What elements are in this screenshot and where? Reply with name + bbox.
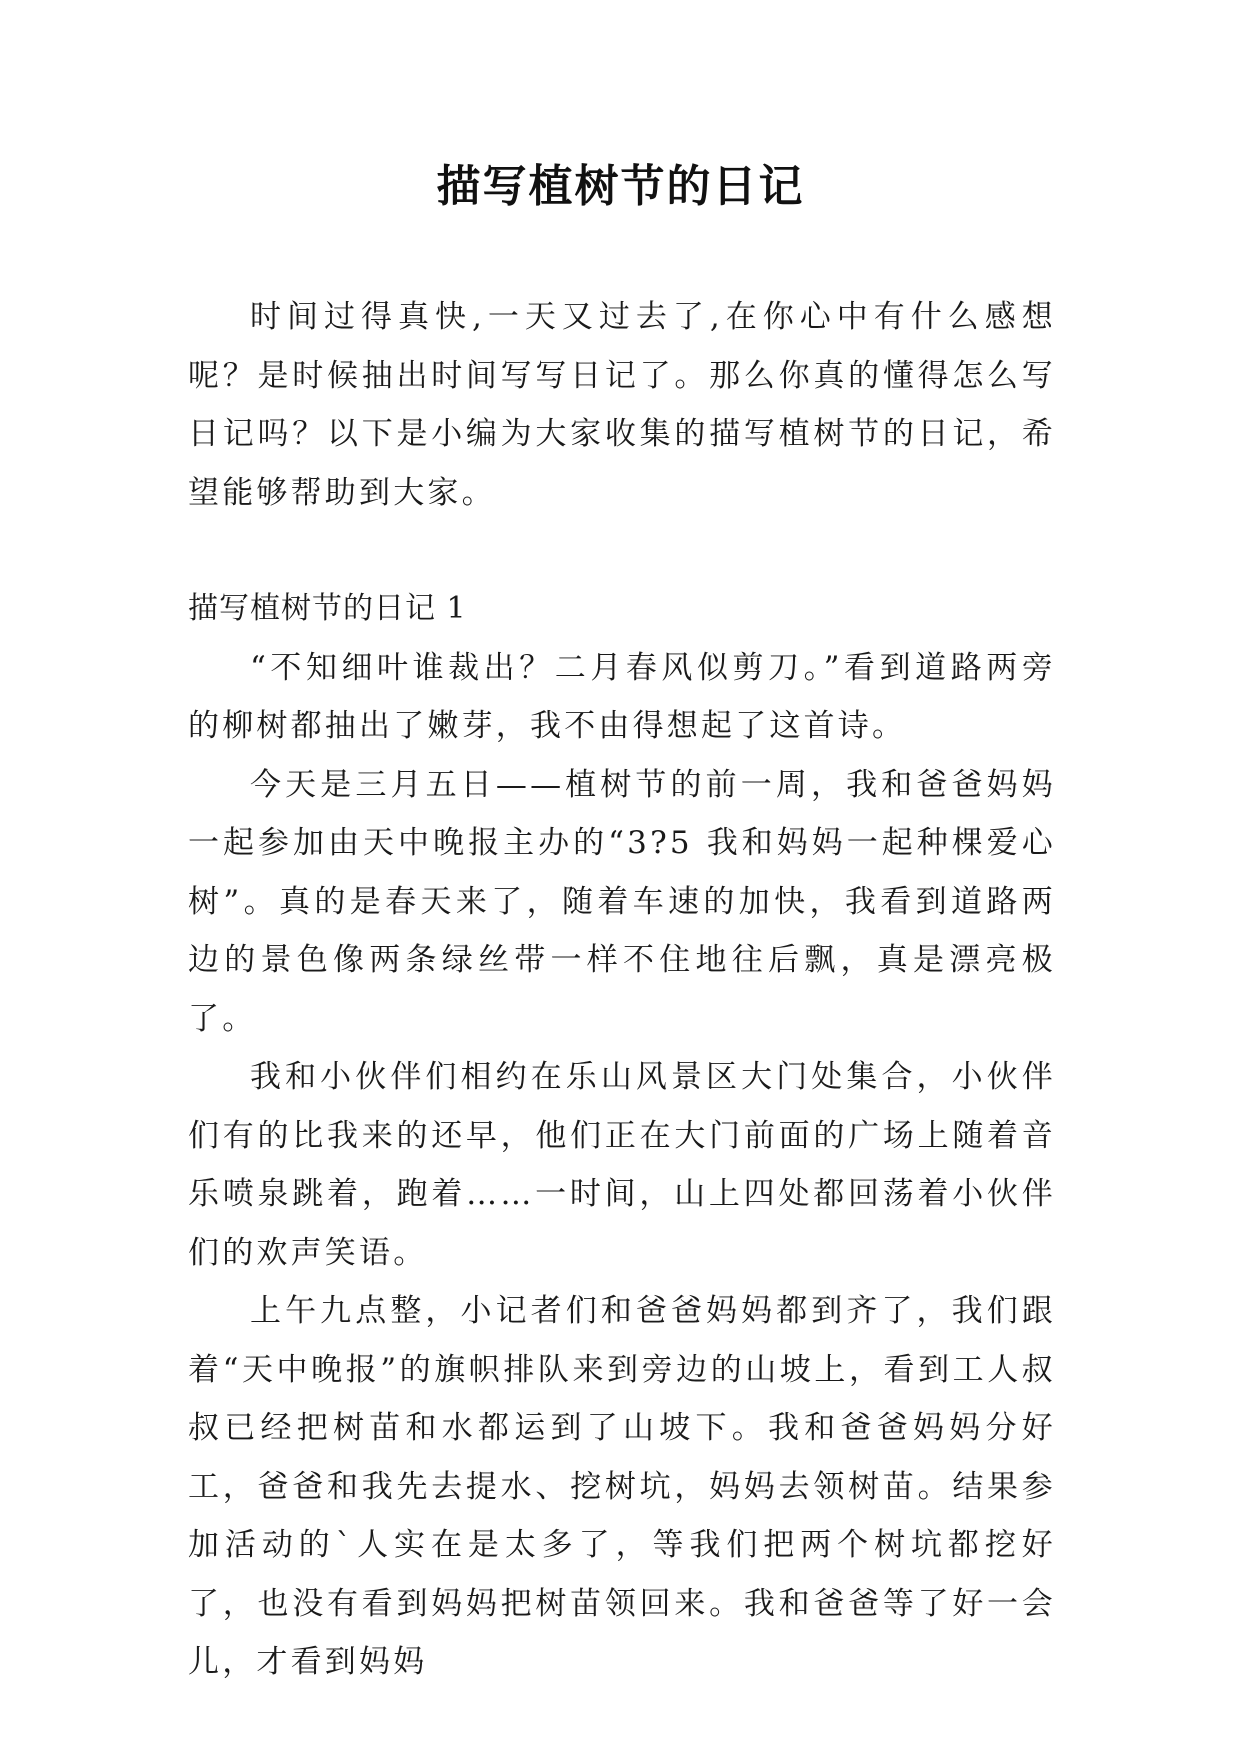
body-paragraph-3: 我和小伙伴们相约在乐山风景区大门处集合，小伙伴们有的比我来的还早，他们正在大门前面的广场上随着音乐喷泉跳着，跑着……一时间，山上四处都回荡着小伙伴们的欢声笑语。 [188,1059,1056,1271]
body-paragraph-1: “不知细叶谁裁出？二月春风似剪刀。”看到道路两旁的柳树都抽出了嫩芽，我不由得想起了这首诗。 [188,649,1056,744]
intro-paragraph: 时间过得真快,一天又过去了,在你心中有什么感想呢？是时候抽出时间写写日记了。那么你真的懂得怎么写日记吗？以下是小编为大家收集的描写植树节的日记，希望能够帮助到大家。 [188,299,1056,511]
section-heading: 描写植树节的日记 1 [188,591,467,626]
document-body [188,288,1056,1692]
body-paragraph-2: 今天是三月五日——植树节的前一周，我和爸爸妈妈一起参加由天中晚报主办的“3?5 我和妈妈一起种棵爱心树”。真的是春天来了，随着车速的加快，我看到道路两边的景色像两条绿丝带一样不住地往后飘，真是漂亮极了。 [188,766,1056,1037]
body-paragraph-4: 上午九点整，小记者们和爸爸妈妈都到齐了，我们跟着“天中晚报”的旗帜排队来到旁边的山坡上，看到工人叔叔已经把树苗和水都运到了山坡下。我和爸爸妈妈分好工，爸爸和我先去提水、挖树坑，妈妈去领树苗。结果参加活动的`人实在是太多了，等我们把两个树坑都挖好了，也没有看到妈妈把树苗领回来。我和爸爸等了好一会儿，才看到妈妈 [188,1293,1056,1680]
document-title: 描写植树节的日记 [436,161,805,212]
